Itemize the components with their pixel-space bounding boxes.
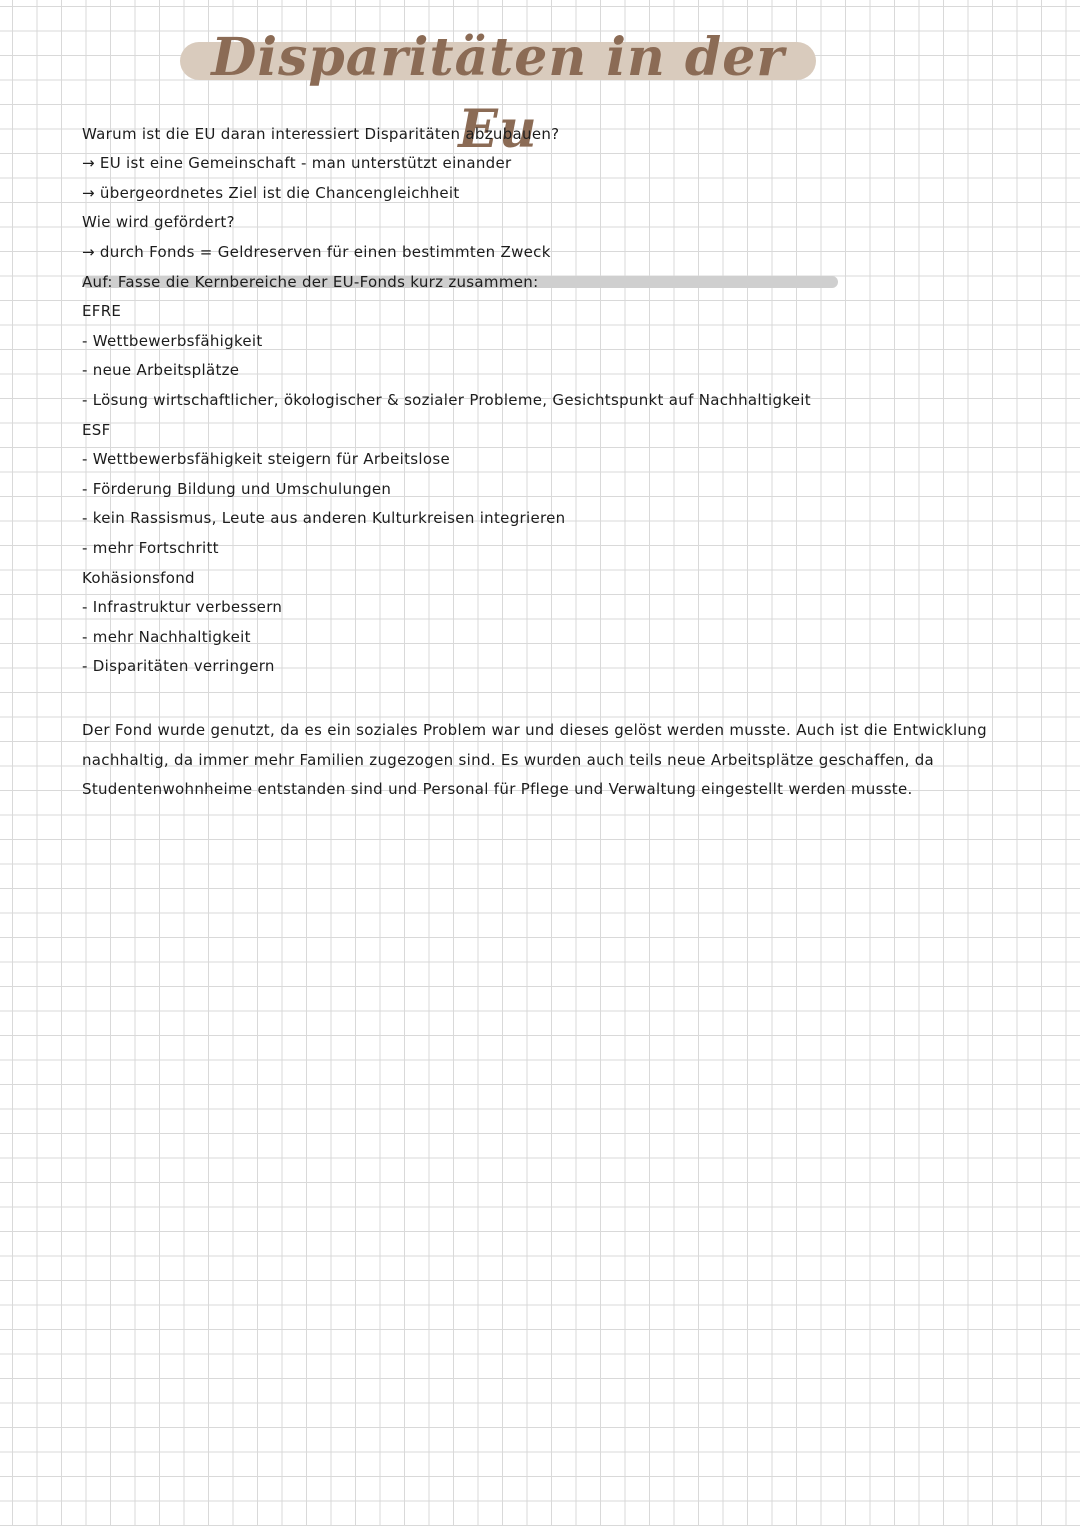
note-line: → übergeordnetes Ziel ist die Chancengleichheit [82, 184, 460, 202]
note-line: Wie wird gefördert? [82, 213, 235, 231]
list-item: - Disparitäten verringern [82, 657, 275, 675]
section-heading-efre: EFRE [82, 302, 122, 320]
list-item: - Infrastruktur verbessern [82, 598, 283, 616]
page-title: Disparitäten in der Eu [211, 27, 785, 160]
list-item: - mehr Nachhaltigkeit [82, 628, 251, 646]
list-item: - Förderung Bildung und Umschulungen [82, 480, 392, 498]
list-item: - Wettbewerbsfähigkeit steigern für Arbeitslose [82, 450, 451, 468]
section-heading-kohaesionsfond: Kohäsionsfond [82, 569, 195, 587]
list-item: - kein Rassismus, Leute aus anderen Kulturkreisen integrieren [82, 509, 566, 527]
note-line: → durch Fonds = Geldreserven für einen bestimmten Zweck [82, 243, 551, 261]
section-heading-esf: ESF [82, 421, 111, 439]
note-line: → EU ist eine Gemeinschaft - man unterstützt einander [82, 154, 512, 172]
task-line: Auf: Fasse die Kernbereiche der EU-Fonds kurz zusammen: [82, 273, 539, 291]
note-line: Warum ist die EU daran interessiert Disparitäten abzubauen? [82, 125, 560, 143]
list-item: - neue Arbeitsplätze [82, 361, 240, 379]
summary-paragraph: Der Fond wurde genutzt, da es ein soziales Problem war und dieses gelöst werden musste. Auch ist die Entwicklung nachhaltig, da immer mehr Familien zugezogen sind. Es wurden auch teils neue Arbeitsplätze geschaffen, da Studentenwohnheime entstanden sind und Personal für Pflege und Verwaltung eingestellt werden musste. [82, 721, 987, 798]
list-item: - Lösung wirtschaftlicher, ökologischer & sozialer Probleme, Gesichtspunkt auf Nachhaltigkeit [82, 391, 811, 409]
list-item: - mehr Fortschritt [82, 539, 219, 557]
list-item: - Wettbewerbsfähigkeit [82, 332, 263, 350]
